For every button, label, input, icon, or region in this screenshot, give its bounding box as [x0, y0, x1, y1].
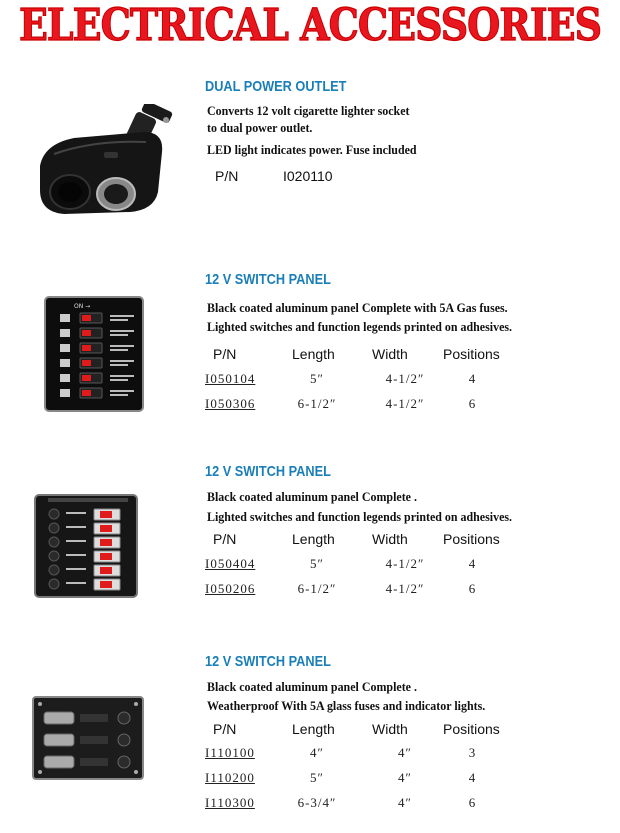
legend-line — [110, 330, 134, 332]
row-positions: 4 — [468, 556, 476, 571]
row-length: 6-3/4″ — [297, 795, 337, 810]
table-row — [0, 581, 620, 599]
column-positions: Positions — [443, 531, 500, 547]
column-pn: P/N — [213, 531, 237, 547]
section-heading: 12 V SWITCH PANEL — [205, 463, 331, 480]
column-pn: P/N — [213, 346, 237, 362]
row-positions: 6 — [468, 581, 476, 596]
row-pn: I110200 — [205, 770, 255, 785]
description-line: Black coated aluminum panel Complete . — [207, 679, 417, 694]
row-length: 5″ — [310, 770, 324, 785]
column-pn: P/N — [213, 721, 237, 737]
row-positions: 4 — [468, 371, 476, 386]
legend-line — [110, 364, 128, 366]
description-line: LED light indicates power. Fuse included — [207, 142, 417, 157]
pn-label: P/N — [215, 168, 239, 184]
table-row — [0, 795, 620, 813]
table-row — [0, 556, 620, 574]
row-positions: 4 — [468, 770, 476, 785]
row-pn: I050206 — [205, 581, 256, 596]
table-header — [0, 531, 620, 549]
svg-text:ON →: ON → — [74, 303, 91, 310]
description-line: to dual power outlet. — [207, 120, 313, 135]
table-row — [0, 371, 620, 389]
section-heading: 12 V SWITCH PANEL — [205, 653, 331, 670]
table-row — [0, 770, 620, 788]
table-row — [0, 745, 620, 763]
row-length: 6-1/2″ — [297, 396, 337, 411]
part-number — [215, 168, 333, 184]
description-line: Black coated aluminum panel Complete . — [207, 489, 417, 504]
row-length: 5″ — [310, 556, 324, 571]
row-positions: 6 — [468, 795, 476, 810]
row-width: 4″ — [398, 795, 412, 810]
column-length: Length — [292, 346, 335, 362]
column-length: Length — [292, 721, 335, 737]
column-positions: Positions — [443, 721, 500, 737]
row-positions: 6 — [468, 396, 476, 411]
legend-line — [110, 315, 134, 317]
column-width: Width — [372, 721, 408, 737]
row-length: 4″ — [310, 745, 324, 760]
row-width: 4-1/2″ — [385, 371, 425, 386]
row-length: 6-1/2″ — [297, 581, 337, 596]
row-pn: I050404 — [205, 556, 256, 571]
legend-line — [66, 512, 86, 514]
table-row — [0, 396, 620, 414]
fuse-label — [60, 314, 70, 322]
dual-power-outlet-image — [34, 104, 194, 219]
switch-light — [82, 330, 91, 336]
legend-line — [110, 390, 134, 392]
legend-line — [66, 526, 86, 528]
legend-line — [110, 319, 128, 321]
description-line: Lighted switches and function legends printed on adhesives. — [207, 319, 513, 334]
description-line: Lighted switches and function legends printed on adhesives. — [207, 509, 513, 524]
legend-line — [110, 334, 128, 336]
column-width: Width — [372, 346, 408, 362]
fuse-label — [60, 329, 70, 337]
section-heading: 12 V SWITCH PANEL — [205, 271, 331, 288]
breaker-button — [49, 509, 59, 519]
section-heading: DUAL POWER OUTLET — [205, 78, 347, 95]
row-width: 4-1/2″ — [385, 556, 425, 571]
page-title: ELECTRICAL ACCESSORIES — [18, 0, 602, 51]
column-positions: Positions — [443, 346, 500, 362]
row-pn: I050306 — [205, 396, 256, 411]
description-line: Black coated aluminum panel Complete with 5A Gas fuses. — [207, 300, 508, 315]
table-header — [0, 346, 620, 364]
column-length: Length — [292, 531, 335, 547]
row-width: 4″ — [398, 770, 412, 785]
row-width: 4-1/2″ — [385, 581, 425, 596]
column-width: Width — [372, 531, 408, 547]
switch-light — [82, 315, 91, 321]
row-length: 5″ — [310, 371, 324, 386]
row-width: 4″ — [398, 745, 412, 760]
row-pn: I050104 — [205, 371, 256, 386]
pn-value: I020110 — [283, 168, 333, 184]
description-line: Weatherproof With 5A glass fuses and indicator lights. — [207, 698, 486, 713]
switch-light — [100, 511, 112, 518]
table-header — [0, 721, 620, 739]
description-line: Converts 12 volt cigarette lighter socket — [207, 103, 410, 118]
row-positions: 3 — [468, 745, 476, 760]
row-pn: I110100 — [205, 745, 255, 760]
row-width: 4-1/2″ — [385, 396, 425, 411]
row-pn: I110300 — [205, 795, 255, 810]
